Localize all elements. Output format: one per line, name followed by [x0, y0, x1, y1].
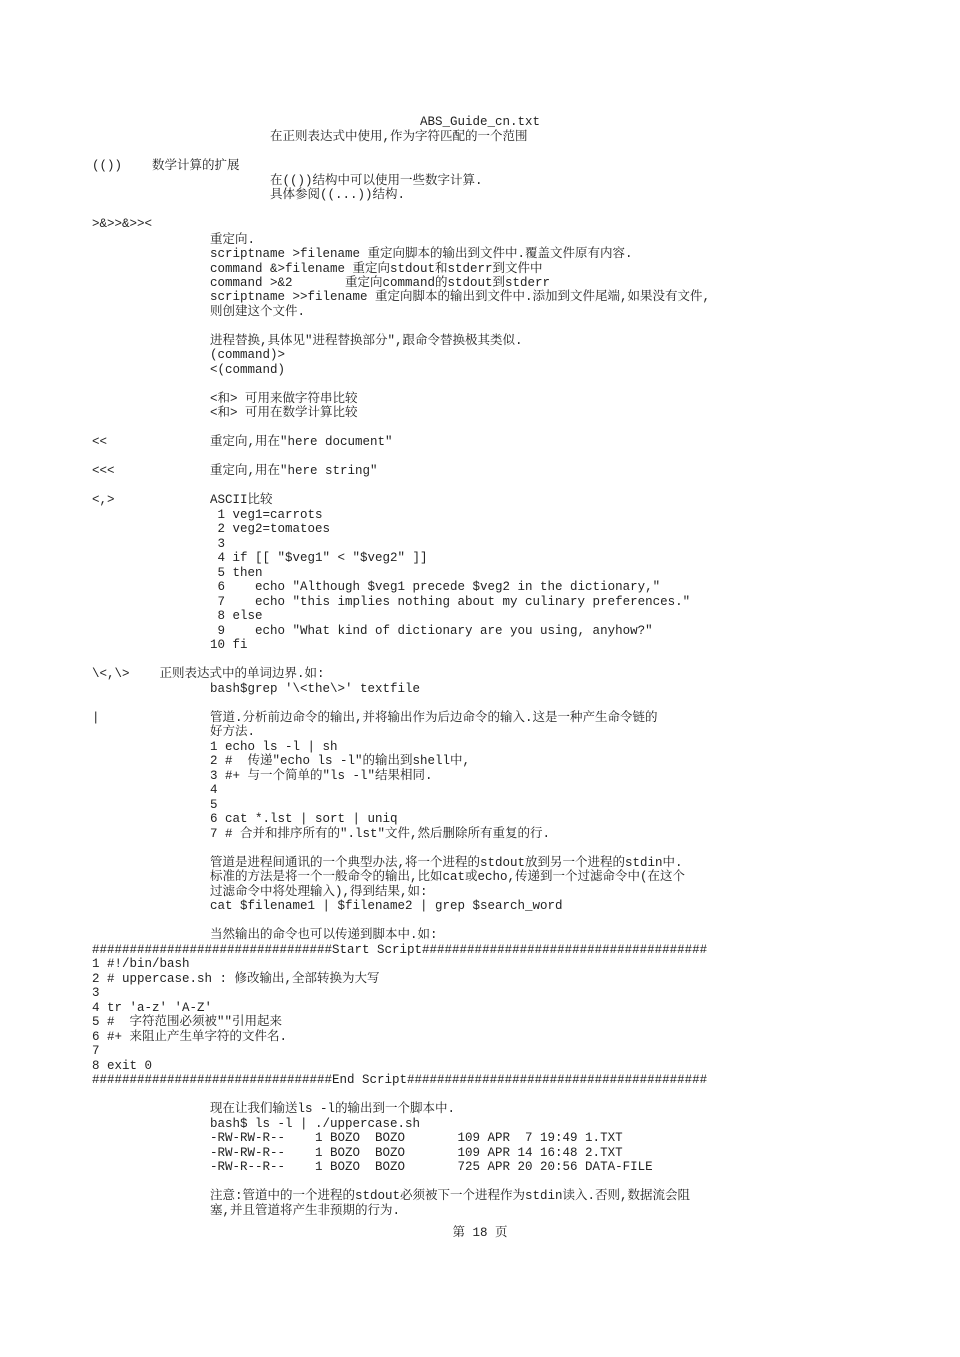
text-line: 管道.分析前边命令的输出,并将输出作为后边命令的输入.这是一种产生命令链的	[210, 711, 658, 725]
text-line: 6 #+ 来阻止产生单字符的文件名.	[92, 1030, 288, 1044]
text-line: 9 echo "What kind of dictionary are you using, anyhow?"	[210, 624, 653, 638]
text-line: ################################End Script########################################	[92, 1073, 708, 1087]
text-line: command >&2 重定向command的stdout到stderr	[210, 276, 551, 290]
text-line: 2 # uppercase.sh : 修改输出,全部转换为大写	[92, 972, 380, 986]
text-line: >&>>&>><	[92, 217, 153, 231]
text-line: 则创建这个文件.	[210, 305, 306, 319]
text-line: 6 cat *.lst | sort | uniq	[210, 812, 398, 826]
text-line: cat $filename1 | $filename2 | grep $search_word	[210, 899, 563, 913]
text-line: bash$grep '\<the\>' textfile	[210, 682, 421, 696]
text-line: ASCII比较	[210, 493, 273, 507]
text-line: <(command)	[210, 363, 286, 377]
text-line: |	[92, 711, 100, 725]
text-line: 7	[92, 1044, 100, 1058]
text-line: 7 # 合并和排序所有的".lst"文件,然后删除所有重复的行.	[210, 827, 551, 841]
text-line: 3	[92, 986, 100, 1000]
text-line: 重定向,用在"here document"	[210, 435, 393, 449]
text-line: 7 echo "this implies nothing about my culinary preferences."	[210, 595, 691, 609]
text-line: 具体参阅((...))结构.	[210, 188, 406, 202]
text-line: (()) 数学计算的扩展	[92, 159, 240, 173]
text-line: 重定向.	[210, 233, 256, 247]
text-line: 1 #!/bin/bash	[92, 957, 190, 971]
text-line: 3	[210, 537, 226, 551]
text-line: 现在让我们输送ls -l的输出到一个脚本中.	[210, 1102, 456, 1116]
text-line: 8 exit 0	[92, 1059, 153, 1073]
text-line: 重定向,用在"here string"	[210, 464, 378, 478]
text-line: 进程替换,具体见"进程替换部分",跟命令替换极其类似.	[210, 334, 523, 348]
text-line: <<	[92, 435, 108, 449]
text-line: 1 echo ls -l | sh	[210, 740, 338, 754]
text-line: -RW-RW-R-- 1 BOZO BOZO 109 APR 14 16:48 2.TXT	[210, 1146, 623, 1160]
text-line: scriptname >filename 重定向脚本的输出到文件中.覆盖文件原有内容.	[210, 247, 633, 261]
page-number: 第 18 页	[452, 1226, 508, 1240]
text-line: 塞,并且管道将产生非预期的行为.	[210, 1204, 401, 1218]
text-line: 2 # 传递"echo ls -l"的输出到shell中,	[210, 754, 471, 768]
text-line: 4	[210, 783, 218, 797]
text-line: (command)>	[210, 348, 286, 362]
text-line: 管道是进程间通讯的一个典型办法,将一个进程的stdout放到另一个进程的stdin中.	[210, 856, 683, 870]
text-line: bash$ ls -l | ./uppercase.sh	[210, 1117, 421, 1131]
text-line: 1 veg1=carrots	[210, 508, 323, 522]
text-line: 好方法.	[210, 725, 256, 739]
text-line: 10 fi	[210, 638, 248, 652]
text-line: \<,\> 正则表达式中的单词边界.如:	[92, 667, 325, 681]
text-line: -RW-R--R-- 1 BOZO BOZO 725 APR 20 20:56 DATA-FILE	[210, 1160, 653, 1174]
text-line: -RW-RW-R-- 1 BOZO BOZO 109 APR 7 19:49 1.TXT	[210, 1131, 623, 1145]
text-line: <<<	[92, 464, 115, 478]
text-line: 标准的方法是将一个一般命令的输出,比如cat或echo,传递到一个过滤命令中(在这个	[210, 870, 686, 884]
text-line: 注意:管道中的一个进程的stdout必须被下一个进程作为stdin读入.否则,数据流会阻	[210, 1189, 691, 1203]
text-line: 6 echo "Although $veg1 precede $veg2 in the dictionary,"	[210, 580, 661, 594]
text-line: 5 then	[210, 566, 263, 580]
text-line: <,>	[92, 493, 115, 507]
text-line: 4 tr 'a-z' 'A-Z'	[92, 1001, 213, 1015]
text-line: 5	[210, 798, 218, 812]
text-line: 5 # 字符范围必须被""引用起来	[92, 1015, 283, 1029]
text-line: scriptname >>filename 重定向脚本的输出到文件中.添加到文件尾端,如果没有文件,	[210, 290, 711, 304]
text-line: 2 veg2=tomatoes	[210, 522, 331, 536]
text-line: ################################Start Script######################################	[92, 943, 708, 957]
text-line: 过滤命令中将处理输入),得到结果,如:	[210, 885, 428, 899]
text-line: 4 if [[ "$veg1" < "$veg2" ]]	[210, 551, 428, 565]
page-header-title: ABS_Guide_cn.txt	[419, 115, 541, 129]
text-line: command &>filename 重定向stdout和stderr到文件中	[210, 262, 543, 276]
text-line: 8 else	[210, 609, 263, 623]
text-line: 在(())结构中可以使用一些数字计算.	[210, 174, 483, 188]
text-line: 当然输出的命令也可以传递到脚本中.如:	[210, 928, 438, 942]
text-line: 在正则表达式中使用,作为字符匹配的一个范围	[210, 130, 528, 144]
text-line: <和> 可用来做字符串比较	[210, 392, 358, 406]
text-line: 3 #+ 与一个简单的"ls -l"结果相同.	[210, 769, 433, 783]
text-line: <和> 可用在数学计算比较	[210, 406, 358, 420]
